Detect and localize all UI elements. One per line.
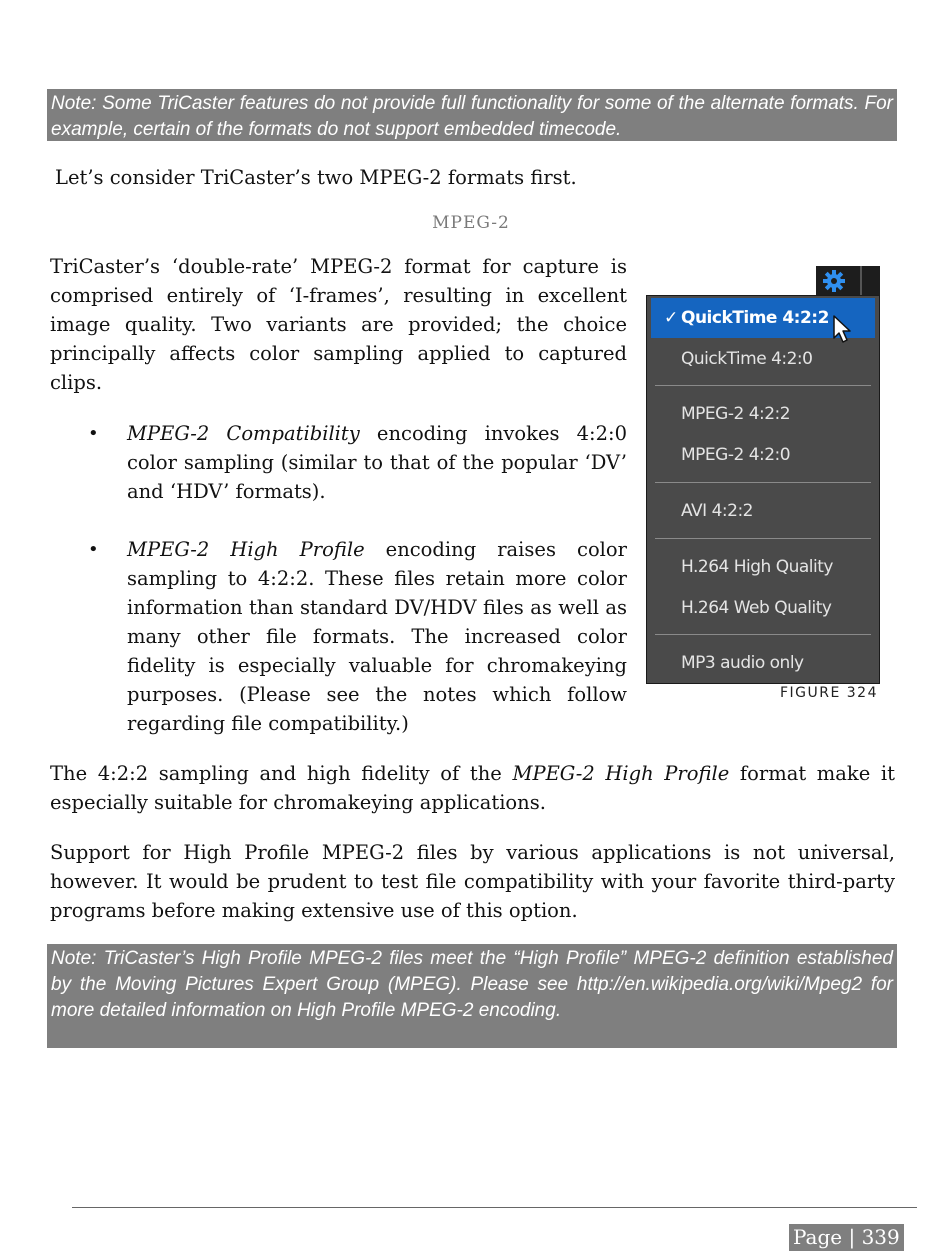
- bullet-term: MPEG-2 Compatibility: [127, 422, 360, 445]
- bullet-item-high-profile: [127, 535, 627, 738]
- note-box-formats: Note: Some TriCaster features do not provide full functionality for some of the alternate formats. For example, certain of the formats do not support embedded timecode.: [47, 89, 897, 141]
- format-menu-screenshot: [646, 266, 880, 686]
- menu-topbar: [816, 266, 880, 296]
- menu-item-mpeg2-422[interactable]: [651, 394, 875, 434]
- bullet-text: encoding raises color sampling to 4:2:2. These files retain more color information than standard DV/HDV files as well as many other file formats. The increased color fidelity is especially valuable for chromakeying purposes. (Please see the notes which follow regarding file compatibility.): [127, 538, 627, 735]
- menu-separator: [655, 634, 871, 635]
- menu-separator: [655, 538, 871, 539]
- format-dropdown-menu: [646, 295, 880, 684]
- menu-item-label: QuickTime 4:2:2: [681, 308, 829, 328]
- menu-item-label: MPEG-2 4:2:0: [681, 445, 791, 465]
- para-text: The 4:2:2 sampling and high fidelity of the: [50, 762, 513, 785]
- bullet-icon: •: [88, 423, 99, 444]
- menu-item-avi-422[interactable]: [651, 491, 875, 531]
- menu-item-label: AVI 4:2:2: [681, 501, 753, 521]
- menu-item-h264-web[interactable]: [651, 588, 875, 628]
- footer-divider: [72, 1207, 917, 1208]
- menu-item-label: MPEG-2 4:2:2: [681, 404, 791, 424]
- bullet-icon: •: [88, 539, 99, 560]
- menu-separator: [655, 482, 871, 483]
- intro-paragraph: Let’s consider TriCaster’s two MPEG-2 formats first.: [55, 166, 577, 189]
- pointer-cursor-icon: [832, 314, 854, 344]
- compatibility-paragraph: Support for High Profile MPEG-2 files by various applications is not universal, however. It would be prudent to test file compatibility with your favorite third-party programs before making extensive use of this option.: [50, 841, 895, 922]
- note-box-high-profile: Note: TriCaster’s High Profile MPEG-2 files meet the “High Profile” MPEG-2 definition established by the Moving Pictures Expert Group (MPEG). Please see http://en.wikipedia.org/wiki/Mpeg2 for more detailed information on High Profile MPEG-2 encoding.: [47, 944, 897, 1048]
- menu-item-label: H.264 High Quality: [681, 557, 833, 577]
- menu-item-label: MP3 audio only: [681, 653, 804, 673]
- menu-item-mpeg2-420[interactable]: [651, 435, 875, 475]
- section-heading: MPEG-2: [432, 213, 510, 233]
- figure-caption: FIGURE 324: [779, 685, 878, 701]
- menu-item-mp3-audio[interactable]: [651, 643, 875, 683]
- mpeg2-description-paragraph: TriCaster’s ‘double-rate’ MPEG-2 format for capture is comprised entirely of ‘I-frames’, resulting in excellent image quality. Two variants are provided; the choice principally affects color sampling applied to captured clips.: [50, 255, 627, 394]
- menu-separator: [655, 385, 871, 386]
- checkmark-icon: ✓: [664, 308, 678, 328]
- topbar-divider: [860, 266, 862, 296]
- para-term: MPEG-2 High Profile: [512, 762, 730, 785]
- page-number: Page | 339: [789, 1224, 904, 1251]
- para-text: format make it especially suitable for chromakeying applications.: [50, 762, 895, 814]
- bullet-item-compatibility: [127, 419, 627, 506]
- menu-item-label: QuickTime 4:2:0: [681, 349, 813, 369]
- bullet-term: MPEG-2 High Profile: [127, 538, 365, 561]
- gear-icon[interactable]: [822, 269, 846, 293]
- bullet-text: encoding invokes 4:2:0 color sampling (similar to that of the popular ‘DV’ and ‘HDV’ formats).: [127, 422, 627, 503]
- menu-item-label: H.264 Web Quality: [681, 598, 832, 618]
- menu-item-quicktime-420[interactable]: [651, 339, 875, 379]
- menu-item-h264-high[interactable]: [651, 547, 875, 587]
- chromakey-paragraph: [50, 759, 895, 817]
